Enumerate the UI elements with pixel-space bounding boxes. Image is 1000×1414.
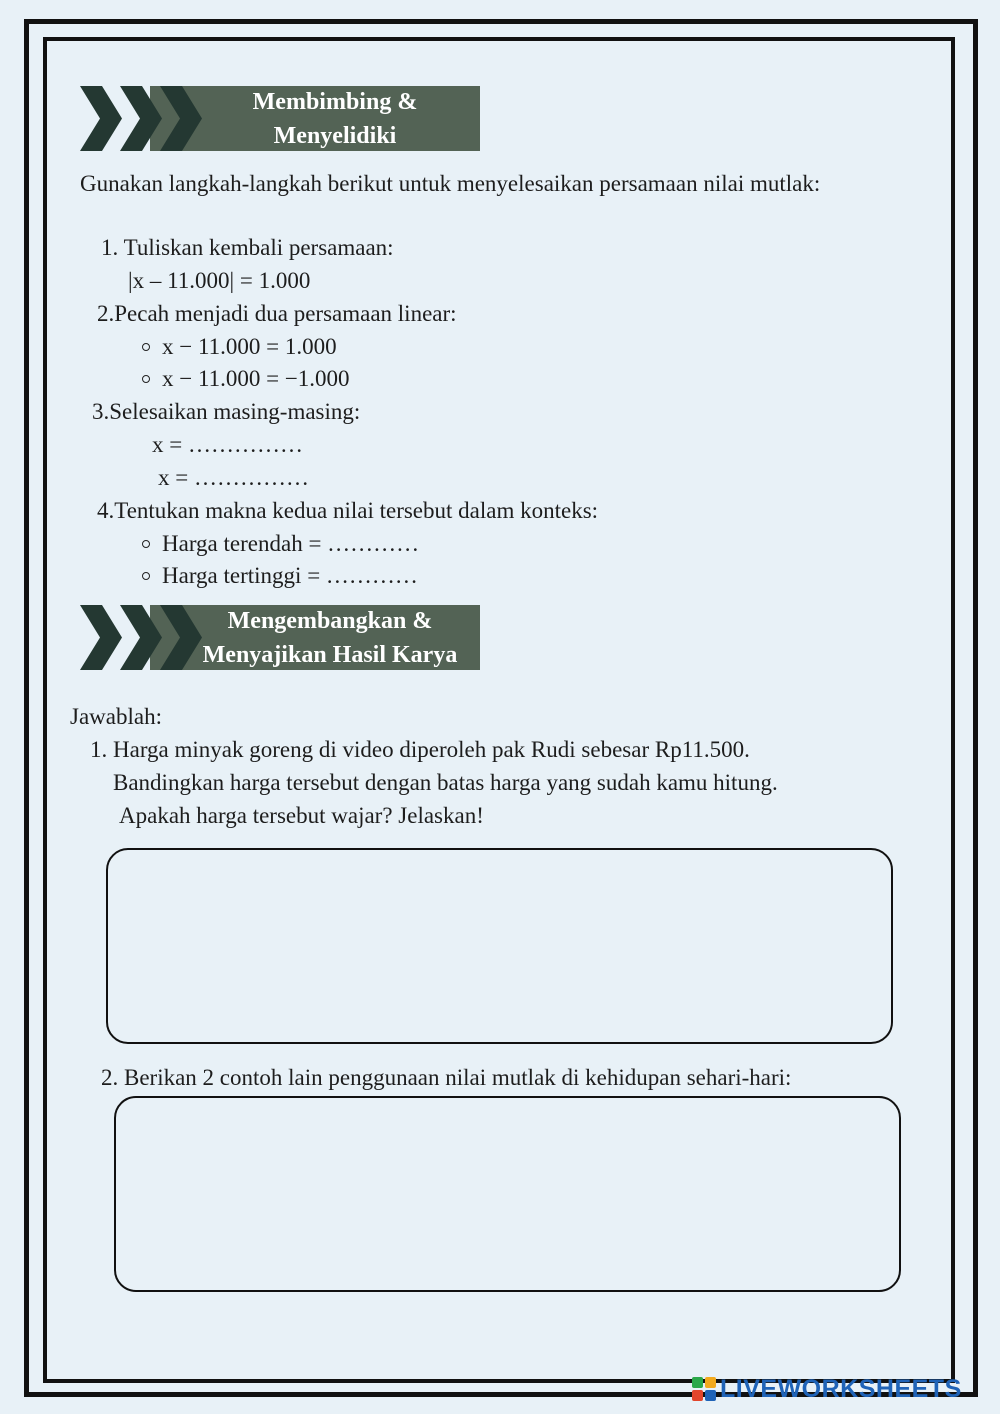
- harga-terendah: Harga terendah = …………: [142, 528, 419, 560]
- x-answer-blank-2: x = ……………: [158, 465, 309, 490]
- equation: |x – 11.000| = 1.000: [128, 268, 311, 293]
- questions-heading: Jawablah:: [70, 704, 162, 729]
- watermark-text: LIVEWORKSHEETS: [720, 1374, 962, 1403]
- question-2: 2. Berikan 2 contoh lain penggunaan nilai mutlak di kehidupan sehari-hari:: [101, 1065, 792, 1090]
- liveworksheets-logo-icon: [692, 1377, 716, 1401]
- section-banner-mengembangkan: [80, 605, 480, 670]
- section-title: Membimbing & Menyelidiki: [252, 88, 418, 149]
- question-1-line-1: 1. Harga minyak goreng di video diperoleh pak Rudi sebesar Rp11.500.: [90, 737, 750, 762]
- liveworksheets-watermark: [692, 1374, 962, 1404]
- step-4: 4.Tentukan makna kedua nilai tersebut dalam konteks:: [97, 498, 599, 523]
- section-banner-membimbing: [80, 86, 480, 151]
- x-answer-blank-1: x = ……………: [152, 432, 303, 457]
- question-1-line-3: Apakah harga tersebut wajar? Jelaskan!: [119, 803, 484, 828]
- answer-box-1[interactable]: [106, 848, 893, 1044]
- answer-box-2[interactable]: [114, 1096, 901, 1292]
- section-title: Mengembangkan & Menyajikan Hasil Karya: [202, 607, 458, 668]
- question-1-line-2: Bandingkan harga tersebut dengan batas harga yang sudah kamu hitung.: [113, 770, 778, 795]
- equation-positive: x − 11.000 = 1.000: [142, 331, 337, 363]
- step-1: 1. Tuliskan kembali persamaan:: [101, 235, 394, 260]
- step-3: 3.Selesaikan masing-masing:: [92, 399, 361, 424]
- equation-negative: x − 11.000 = −1.000: [142, 363, 350, 395]
- step-2: 2.Pecah menjadi dua persamaan linear:: [97, 301, 457, 326]
- harga-tertinggi: Harga tertinggi = …………: [142, 560, 418, 592]
- instructions-intro: Gunakan langkah-langkah berikut untuk menyelesaikan persamaan nilai mutlak:: [80, 171, 821, 196]
